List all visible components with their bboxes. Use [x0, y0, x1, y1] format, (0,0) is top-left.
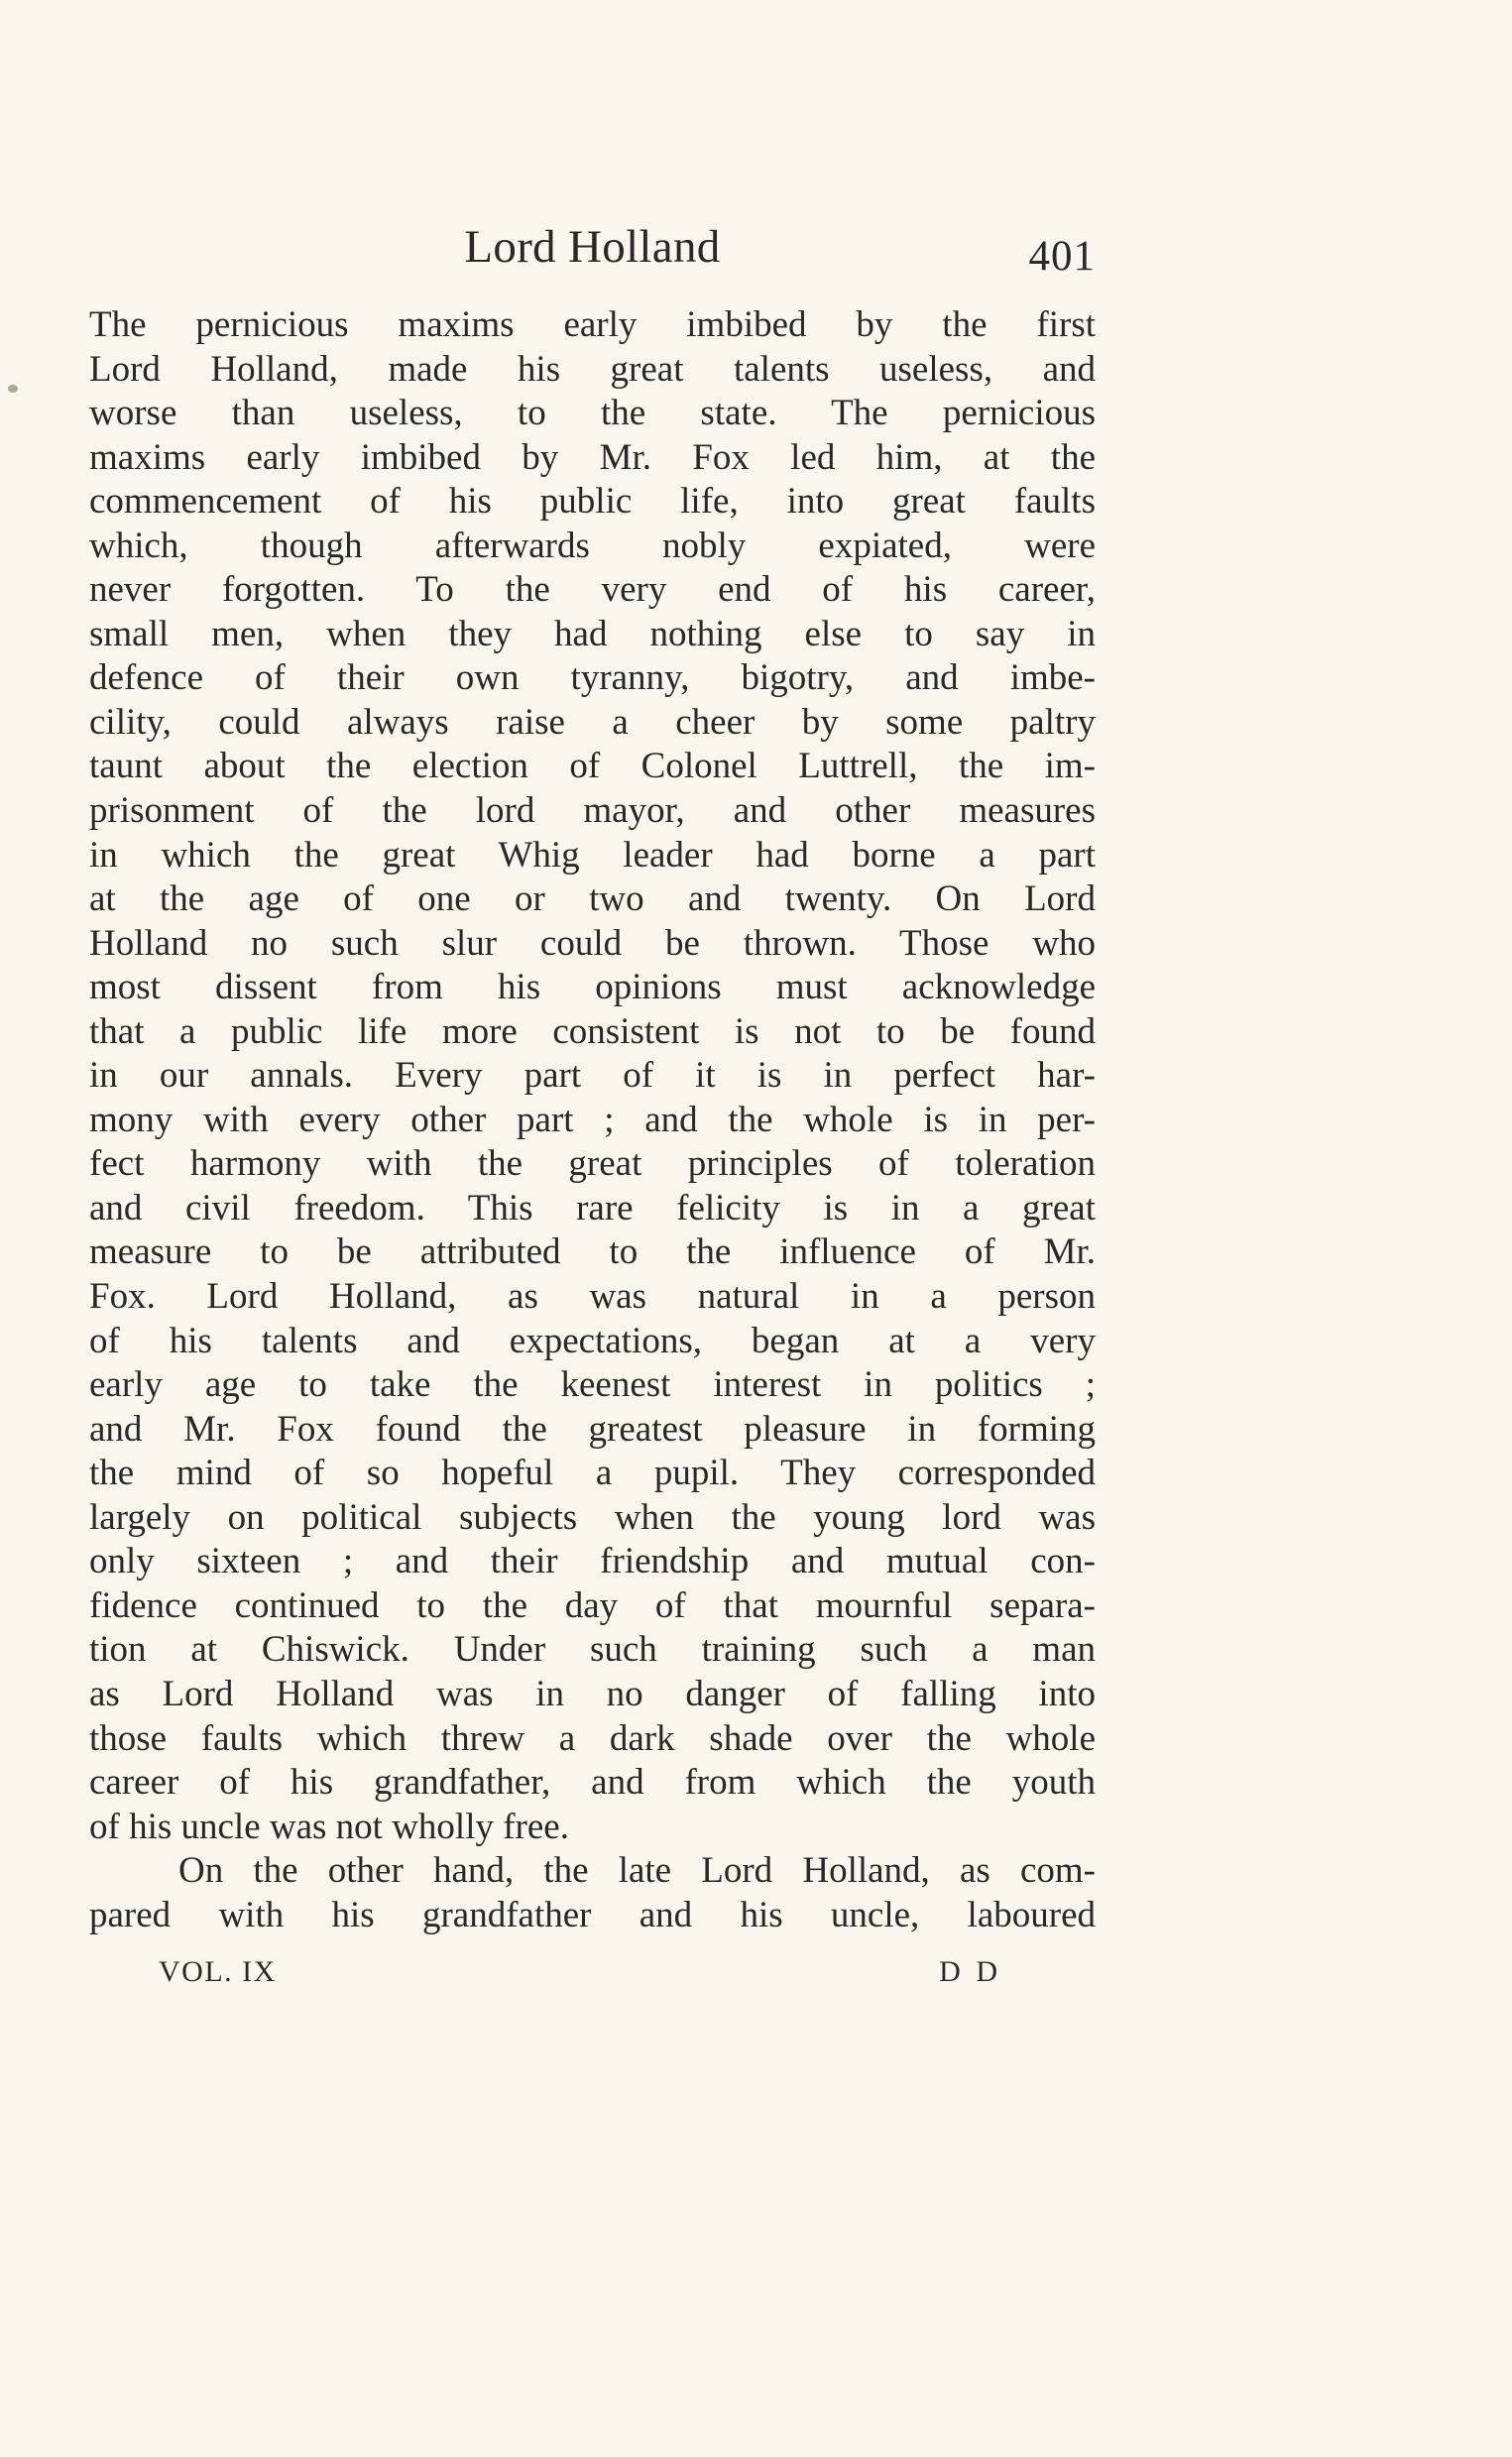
text-line: taunt about the election of Colonel Luttrell, the im- [89, 746, 1096, 787]
text-line-paragraph-end: of his uncle was not wholly free. [89, 1806, 569, 1847]
text-line: fidence continued to the day of that mournful separa- [89, 1584, 1096, 1626]
text-line: worse than useless, to the state. The pernicious [89, 393, 1096, 434]
text-line: commencement of his public life, into great faults [89, 481, 1096, 523]
text-line: those faults which threw a dark shade over the whole [89, 1717, 1096, 1759]
text-line: career of his grandfather, and from which the youth [89, 1762, 1096, 1804]
text-line: which, though afterwards nobly expiated, were [89, 525, 1096, 566]
text-line: cility, could always raise a cheer by some paltry [89, 701, 1096, 743]
text-line: the mind of so hopeful a pupil. They corresponded [89, 1453, 1096, 1494]
text-line: fect harmony with the great principles of toleration [89, 1143, 1096, 1185]
text-line: at the age of one or two and twenty. On Lord [89, 878, 1096, 920]
text-line: in which the great Whig leader had borne a part [89, 834, 1096, 876]
text-line: prisonment of the lord mayor, and other measures [89, 790, 1096, 832]
text-line: and Mr. Fox found the greatest pleasure in forming [89, 1408, 1096, 1450]
text-line: pared with his grandfather and his uncle, laboured [89, 1894, 1096, 1935]
text-line: defence of their own tyranny, bigotry, and imbe- [89, 657, 1096, 699]
text-line-paragraph-start: On the other hand, the late Lord Holland, as com- [178, 1850, 1096, 1892]
volume-label: VOL. IX [159, 1955, 277, 1988]
text-line: small men, when they had nothing else to say in [89, 613, 1096, 654]
text-line: never forgotten. To the very end of his career, [89, 569, 1096, 611]
text-line: that a public life more consistent is not to be found [89, 1010, 1096, 1052]
text-line: of his talents and expectations, began at a very [89, 1320, 1096, 1361]
text-line: mony with every other part ; and the whole is in per- [89, 1099, 1096, 1140]
text-line: most dissent from his opinions must acknowledge [89, 967, 1096, 1008]
text-line: in our annals. Every part of it is in perfect har- [89, 1055, 1096, 1097]
text-line: measure to be attributed to the influence of Mr. [89, 1231, 1096, 1273]
text-line: early age to take the keenest interest in politics ; [89, 1364, 1096, 1406]
running-title: Lord Holland [464, 221, 721, 273]
text-line: The pernicious maxims early imbibed by the first [89, 304, 1096, 345]
text-line: Holland no such slur could be thrown. Those who [89, 922, 1096, 964]
running-head [89, 220, 1096, 280]
text-line: Fox. Lord Holland, as was natural in a person [89, 1276, 1096, 1318]
page-number: 401 [1028, 233, 1096, 280]
text-line: Lord Holland, made his great talents useless, and [89, 348, 1096, 390]
text-line: largely on political subjects when the young lord was [89, 1496, 1096, 1538]
footer-signature-line [159, 1955, 1001, 1995]
text-line: only sixteen ; and their friendship and mutual con- [89, 1541, 1096, 1582]
text-line: and civil freedom. This rare felicity is in a great [89, 1187, 1096, 1228]
margin-speck [8, 385, 18, 393]
text-line: as Lord Holland was in no danger of falling into [89, 1673, 1096, 1714]
body-text [89, 303, 1096, 1937]
text-line: tion at Chiswick. Under such training such a man [89, 1629, 1096, 1671]
text-line: maxims early imbibed by Mr. Fox led him, at the [89, 436, 1096, 478]
signature-mark: D D [939, 1955, 1001, 1988]
